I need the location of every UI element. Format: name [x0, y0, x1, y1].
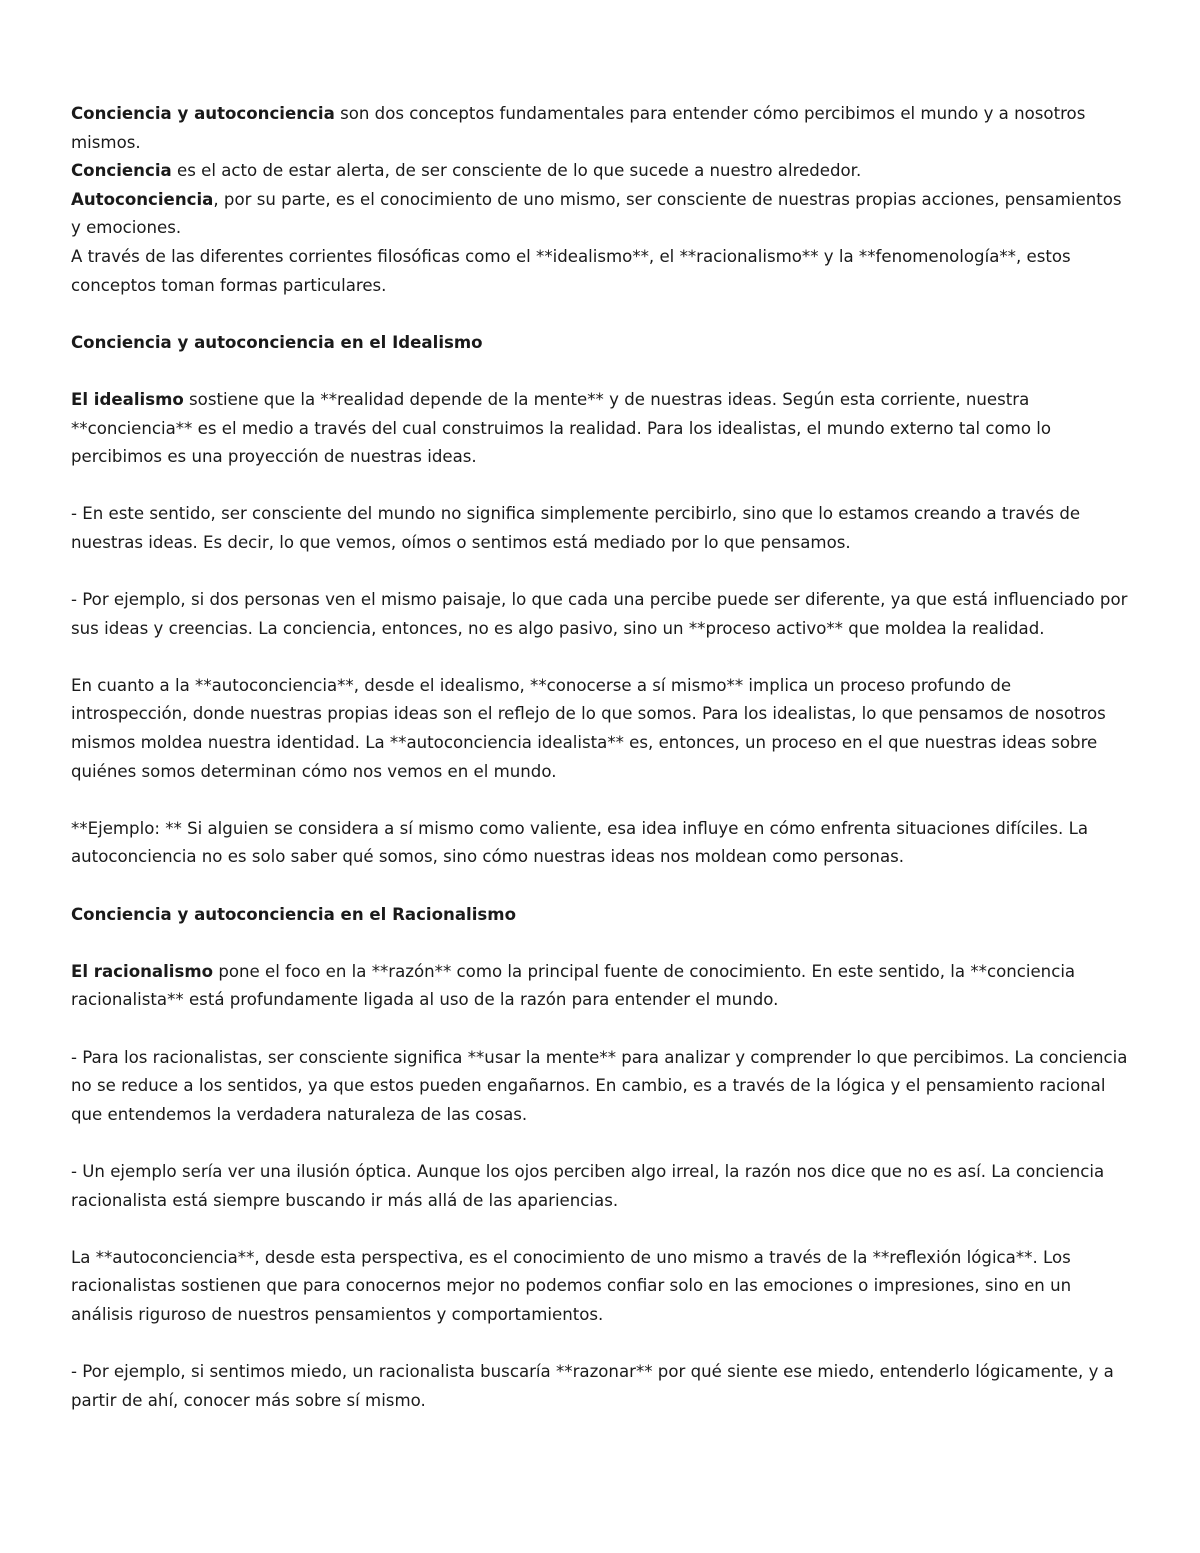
intro-term-autoconciencia: Autoconciencia — [71, 189, 214, 209]
idealismo-paragraph-2: - En este sentido, ser consciente del mundo no significa simplemente percibirlo, sino que lo estamos creando a través de nuestras ideas. Es decir, lo que vemos, oímos o sentimos está mediado por lo que pensamos. — [71, 504, 1081, 552]
intro-paragraph-3 — [71, 186, 1131, 243]
racionalismo-paragraph-4: La **autoconciencia**, desde esta perspectiva, es el conocimiento de uno mismo a través de la **reflexión lógica**. Los racionalistas sostienen que para conocernos mejor no podemos confiar solo en las emociones o impresiones, sino en un análisis riguroso de nuestros pensamientos y comportamientos. — [71, 1247, 1072, 1324]
section-heading-racionalismo: Conciencia y autoconciencia en el Racionalismo — [71, 904, 516, 924]
idealismo-term: El idealismo — [71, 389, 184, 409]
intro-paragraph-1 — [71, 100, 1131, 157]
idealismo-paragraph-1 — [71, 386, 1131, 472]
racionalismo-paragraph-3: - Un ejemplo sería ver una ilusión óptica. Aunque los ojos perciben algo irreal, la razón nos dice que no es así. La conciencia racionalista está siempre buscando ir más allá de las apariencias. — [71, 1161, 1105, 1210]
intro-text-3: , por su parte, es el conocimiento de uno mismo, ser consciente de nuestras propias acciones, pensamientos y emociones. — [71, 189, 1122, 238]
racionalismo-term: El racionalismo — [71, 961, 214, 981]
idealismo-paragraph-3: - Por ejemplo, si dos personas ven el mismo paisaje, lo que cada una percibe puede ser diferente, ya que está influenciado por sus ideas y creencias. La conciencia, entonces, no es algo pasivo, sino un **proceso activo** que moldea la realidad. — [71, 590, 1128, 638]
document-page — [71, 100, 1131, 1415]
intro-text-2: es el acto de estar alerta, de ser consciente de lo que sucede a nuestro alrededor. — [171, 161, 862, 181]
intro-term-conciencia-autoconciencia: Conciencia y autoconciencia — [71, 104, 335, 123]
idealismo-paragraph-4: En cuanto a la **autoconciencia**, desde el idealismo, **conocerse a sí mismo** implica un proceso profundo de introspección, donde nuestras propias ideas son el reflejo de lo que somos. Para los idealistas, lo que pensamos de nosotros mismos moldea nuestra identidad. La **autoconciencia idealista** es, entonces, un proceso en el que nuestras ideas sobre quiénes somos determinan cómo nos vemos en el mundo. — [71, 675, 1106, 781]
intro-text-1: son dos conceptos fundamentales para entender cómo percibimos el mundo y a nosotros mismos. — [71, 104, 1086, 152]
section-heading-idealismo: Conciencia y autoconciencia en el Idealismo — [71, 332, 483, 352]
intro-paragraph-2 — [71, 157, 1131, 186]
intro-paragraph-4: A través de las diferentes corrientes filosóficas como el **idealismo**, el **racionalismo** y la **fenomenología**, estos conceptos toman formas particulares. — [71, 246, 1071, 295]
racionalismo-text-1: pone el foco en la **razón** como la principal fuente de conocimiento. En este sentido, la **conciencia racionalista** está profundamente ligada al uso de la razón para entender el mundo. — [71, 961, 1076, 1010]
racionalismo-paragraph-2: - Para los racionalistas, ser consciente significa **usar la mente** para analizar y comprender lo que percibimos. La conciencia no se reduce a los sentidos, ya que estos pueden engañarnos. En cambio, es a través de la lógica y el pensamiento racional que entendemos la verdadera naturaleza de las cosas. — [71, 1047, 1128, 1124]
idealismo-text-1: sostiene que la **realidad depende de la mente** y de nuestras ideas. Según esta corriente, nuestra **conciencia** es el medio a través del cual construimos la realidad. Para los idealistas, el mundo externo tal como lo percibimos es una proyección de nuestras ideas. — [71, 389, 1052, 467]
racionalismo-paragraph-5: - Por ejemplo, si sentimos miedo, un racionalista buscaría **razonar** por qué siente ese miedo, entenderlo lógicamente, y a partir de ahí, conocer más sobre sí mismo. — [71, 1362, 1114, 1410]
intro-term-conciencia: Conciencia — [71, 161, 172, 181]
racionalismo-paragraph-1 — [71, 958, 1131, 1015]
idealismo-paragraph-5: **Ejemplo: ** Si alguien se considera a sí mismo como valiente, esa idea influye en cómo enfrenta situaciones difíciles. La autoconciencia no es solo saber qué somos, sino cómo nuestras ideas nos moldean como personas. — [71, 818, 1088, 867]
